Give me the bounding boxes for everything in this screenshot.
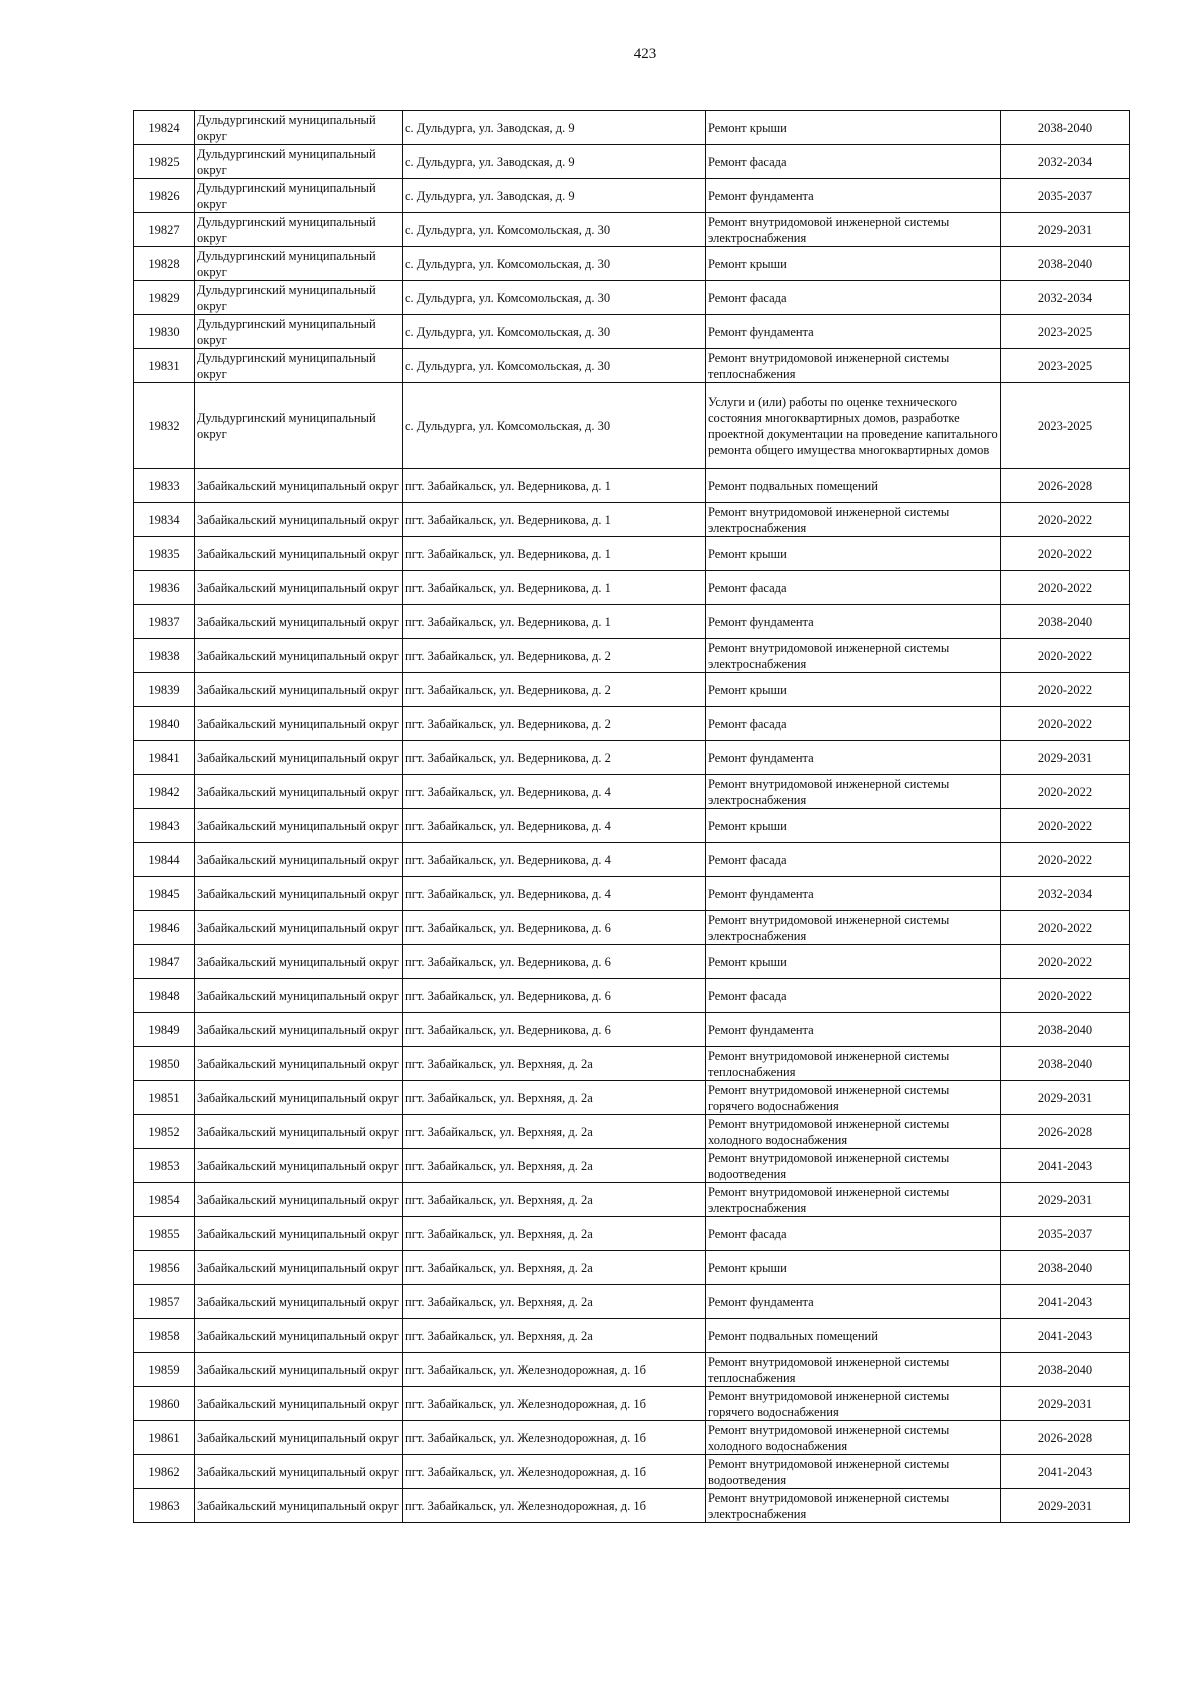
work-type-cell: Ремонт фасада: [706, 1217, 1001, 1251]
table-row: [134, 911, 1130, 945]
municipality-cell: Забайкальский муниципальный округ: [195, 537, 403, 571]
table-row: [134, 1489, 1130, 1523]
table-row: [134, 1285, 1130, 1319]
address-cell: пгт. Забайкальск, ул. Ведерникова, д. 4: [403, 775, 706, 809]
address-cell: пгт. Забайкальск, ул. Верхняя, д. 2а: [403, 1081, 706, 1115]
municipality-cell: Забайкальский муниципальный округ: [195, 1013, 403, 1047]
address-cell: пгт. Забайкальск, ул. Ведерникова, д. 4: [403, 877, 706, 911]
table-row: [134, 979, 1130, 1013]
row-number: 19843: [134, 809, 195, 843]
table-row: [134, 1353, 1130, 1387]
municipality-cell: Забайкальский муниципальный округ: [195, 741, 403, 775]
table-row: [134, 741, 1130, 775]
period-cell: 2026-2028: [1001, 1421, 1130, 1455]
work-type-cell: Ремонт фасада: [706, 145, 1001, 179]
municipality-cell: Забайкальский муниципальный округ: [195, 843, 403, 877]
municipality-cell: Дульдургинский муниципальный округ: [195, 111, 403, 145]
table-row: [134, 213, 1130, 247]
address-cell: с. Дульдурга, ул. Комсомольская, д. 30: [403, 281, 706, 315]
period-cell: 2020-2022: [1001, 809, 1130, 843]
table-row: [134, 111, 1130, 145]
row-number: 19828: [134, 247, 195, 281]
address-cell: с. Дульдурга, ул. Комсомольская, д. 30: [403, 247, 706, 281]
municipality-cell: Забайкальский муниципальный округ: [195, 877, 403, 911]
municipality-cell: Забайкальский муниципальный округ: [195, 571, 403, 605]
municipality-cell: Дульдургинский муниципальный округ: [195, 315, 403, 349]
table-row: [134, 639, 1130, 673]
municipality-cell: Дульдургинский муниципальный округ: [195, 349, 403, 383]
work-type-cell: Ремонт внутридомовой инженерной системы холодного водоснабжения: [706, 1421, 1001, 1455]
municipality-cell: Дульдургинский муниципальный округ: [195, 213, 403, 247]
municipality-cell: Забайкальский муниципальный округ: [195, 1319, 403, 1353]
municipality-cell: Забайкальский муниципальный округ: [195, 1081, 403, 1115]
work-type-cell: Ремонт фундамента: [706, 741, 1001, 775]
period-cell: 2020-2022: [1001, 639, 1130, 673]
work-type-cell: Ремонт внутридомовой инженерной системы электроснабжения: [706, 639, 1001, 673]
row-number: 19827: [134, 213, 195, 247]
municipality-cell: Забайкальский муниципальный округ: [195, 707, 403, 741]
period-cell: 2029-2031: [1001, 1183, 1130, 1217]
table-row: [134, 383, 1130, 469]
work-type-cell: Ремонт внутридомовой инженерной системы электроснабжения: [706, 503, 1001, 537]
address-cell: пгт. Забайкальск, ул. Ведерникова, д. 6: [403, 911, 706, 945]
address-cell: с. Дульдурга, ул. Заводская, д. 9: [403, 145, 706, 179]
period-cell: 2032-2034: [1001, 877, 1130, 911]
table-row: [134, 1013, 1130, 1047]
row-number: 19837: [134, 605, 195, 639]
period-cell: 2041-2043: [1001, 1455, 1130, 1489]
period-cell: 2020-2022: [1001, 707, 1130, 741]
table-row: [134, 1319, 1130, 1353]
row-number: 19859: [134, 1353, 195, 1387]
work-type-cell: Ремонт крыши: [706, 945, 1001, 979]
period-cell: 2035-2037: [1001, 1217, 1130, 1251]
period-cell: 2026-2028: [1001, 469, 1130, 503]
period-cell: 2020-2022: [1001, 673, 1130, 707]
row-number: 19844: [134, 843, 195, 877]
address-cell: пгт. Забайкальск, ул. Ведерникова, д. 6: [403, 979, 706, 1013]
table-row: [134, 1455, 1130, 1489]
address-cell: пгт. Забайкальск, ул. Ведерникова, д. 6: [403, 1013, 706, 1047]
municipality-cell: Забайкальский муниципальный округ: [195, 503, 403, 537]
work-type-cell: Услуги и (или) работы по оценке технического состояния многоквартирных домов, разработке проектной документации на проведение капитального ремонта общего имущества многоквартирных домов: [706, 383, 1001, 469]
work-type-cell: Ремонт фундамента: [706, 179, 1001, 213]
row-number: 19839: [134, 673, 195, 707]
work-type-cell: Ремонт фундамента: [706, 1013, 1001, 1047]
work-type-cell: Ремонт фундамента: [706, 605, 1001, 639]
period-cell: 2029-2031: [1001, 1081, 1130, 1115]
municipality-cell: Дульдургинский муниципальный округ: [195, 179, 403, 213]
row-number: 19855: [134, 1217, 195, 1251]
row-number: 19858: [134, 1319, 195, 1353]
row-number: 19849: [134, 1013, 195, 1047]
period-cell: 2020-2022: [1001, 979, 1130, 1013]
municipality-cell: Забайкальский муниципальный округ: [195, 1285, 403, 1319]
table-row: [134, 179, 1130, 213]
work-type-cell: Ремонт внутридомовой инженерной системы электроснабжения: [706, 213, 1001, 247]
period-cell: 2038-2040: [1001, 1353, 1130, 1387]
work-type-cell: Ремонт внутридомовой инженерной системы водоотведения: [706, 1455, 1001, 1489]
period-cell: 2023-2025: [1001, 315, 1130, 349]
work-type-cell: Ремонт внутридомовой инженерной системы водоотведения: [706, 1149, 1001, 1183]
address-cell: пгт. Забайкальск, ул. Верхняя, д. 2а: [403, 1217, 706, 1251]
row-number: 19856: [134, 1251, 195, 1285]
period-cell: 2020-2022: [1001, 945, 1130, 979]
table-row: [134, 945, 1130, 979]
table-row: [134, 809, 1130, 843]
address-cell: пгт. Забайкальск, ул. Ведерникова, д. 4: [403, 809, 706, 843]
period-cell: 2029-2031: [1001, 741, 1130, 775]
table-row: [134, 503, 1130, 537]
municipality-cell: Дульдургинский муниципальный округ: [195, 145, 403, 179]
work-type-cell: Ремонт крыши: [706, 1251, 1001, 1285]
table-row: [134, 1115, 1130, 1149]
period-cell: 2038-2040: [1001, 1047, 1130, 1081]
municipality-cell: Дульдургинский муниципальный округ: [195, 383, 403, 469]
row-number: 19854: [134, 1183, 195, 1217]
address-cell: пгт. Забайкальск, ул. Верхняя, д. 2а: [403, 1251, 706, 1285]
municipality-cell: Забайкальский муниципальный округ: [195, 1149, 403, 1183]
work-type-cell: Ремонт подвальных помещений: [706, 469, 1001, 503]
period-cell: 2020-2022: [1001, 775, 1130, 809]
work-type-cell: Ремонт крыши: [706, 673, 1001, 707]
period-cell: 2026-2028: [1001, 1115, 1130, 1149]
address-cell: с. Дульдурга, ул. Заводская, д. 9: [403, 179, 706, 213]
address-cell: пгт. Забайкальск, ул. Верхняя, д. 2а: [403, 1285, 706, 1319]
work-type-cell: Ремонт внутридомовой инженерной системы электроснабжения: [706, 1183, 1001, 1217]
table-row: [134, 1081, 1130, 1115]
municipality-cell: Забайкальский муниципальный округ: [195, 911, 403, 945]
row-number: 19833: [134, 469, 195, 503]
period-cell: 2029-2031: [1001, 213, 1130, 247]
repair-schedule-table: [133, 110, 1130, 1523]
work-type-cell: Ремонт внутридомовой инженерной системы теплоснабжения: [706, 1353, 1001, 1387]
period-cell: 2023-2025: [1001, 349, 1130, 383]
address-cell: пгт. Забайкальск, ул. Ведерникова, д. 6: [403, 945, 706, 979]
address-cell: с. Дульдурга, ул. Комсомольская, д. 30: [403, 315, 706, 349]
work-type-cell: Ремонт крыши: [706, 247, 1001, 281]
address-cell: пгт. Забайкальск, ул. Ведерникова, д. 1: [403, 537, 706, 571]
municipality-cell: Забайкальский муниципальный округ: [195, 809, 403, 843]
address-cell: пгт. Забайкальск, ул. Ведерникова, д. 1: [403, 571, 706, 605]
address-cell: пгт. Забайкальск, ул. Ведерникова, д. 2: [403, 741, 706, 775]
period-cell: 2029-2031: [1001, 1387, 1130, 1421]
row-number: 19850: [134, 1047, 195, 1081]
address-cell: пгт. Забайкальск, ул. Верхняя, д. 2а: [403, 1319, 706, 1353]
period-cell: 2023-2025: [1001, 383, 1130, 469]
row-number: 19845: [134, 877, 195, 911]
municipality-cell: Забайкальский муниципальный округ: [195, 1047, 403, 1081]
table-row: [134, 843, 1130, 877]
row-number: 19832: [134, 383, 195, 469]
table-row: [134, 1251, 1130, 1285]
work-type-cell: Ремонт фундамента: [706, 877, 1001, 911]
row-number: 19836: [134, 571, 195, 605]
address-cell: пгт. Забайкальск, ул. Ведерникова, д. 2: [403, 639, 706, 673]
period-cell: 2020-2022: [1001, 537, 1130, 571]
address-cell: пгт. Забайкальск, ул. Ведерникова, д. 1: [403, 503, 706, 537]
period-cell: 2020-2022: [1001, 911, 1130, 945]
table-row: [134, 349, 1130, 383]
municipality-cell: Забайкальский муниципальный округ: [195, 1183, 403, 1217]
table-row: [134, 145, 1130, 179]
row-number: 19841: [134, 741, 195, 775]
address-cell: с. Дульдурга, ул. Комсомольская, д. 30: [403, 349, 706, 383]
table-row: [134, 1183, 1130, 1217]
table-row: [134, 673, 1130, 707]
table-row: [134, 247, 1130, 281]
municipality-cell: Забайкальский муниципальный округ: [195, 1217, 403, 1251]
row-number: 19852: [134, 1115, 195, 1149]
municipality-cell: Дульдургинский муниципальный округ: [195, 281, 403, 315]
address-cell: пгт. Забайкальск, ул. Верхняя, д. 2а: [403, 1149, 706, 1183]
work-type-cell: Ремонт фасада: [706, 843, 1001, 877]
period-cell: 2032-2034: [1001, 281, 1130, 315]
work-type-cell: Ремонт крыши: [706, 111, 1001, 145]
municipality-cell: Забайкальский муниципальный округ: [195, 1387, 403, 1421]
row-number: 19857: [134, 1285, 195, 1319]
row-number: 19838: [134, 639, 195, 673]
work-type-cell: Ремонт фасада: [706, 707, 1001, 741]
table-row: [134, 775, 1130, 809]
address-cell: пгт. Забайкальск, ул. Железнодорожная, д. 1б: [403, 1353, 706, 1387]
work-type-cell: Ремонт фасада: [706, 571, 1001, 605]
table-row: [134, 469, 1130, 503]
municipality-cell: Забайкальский муниципальный округ: [195, 945, 403, 979]
address-cell: с. Дульдурга, ул. Заводская, д. 9: [403, 111, 706, 145]
row-number: 19826: [134, 179, 195, 213]
address-cell: пгт. Забайкальск, ул. Железнодорожная, д. 1б: [403, 1421, 706, 1455]
row-number: 19846: [134, 911, 195, 945]
work-type-cell: Ремонт крыши: [706, 537, 1001, 571]
address-cell: пгт. Забайкальск, ул. Железнодорожная, д. 1б: [403, 1455, 706, 1489]
address-cell: пгт. Забайкальск, ул. Ведерникова, д. 4: [403, 843, 706, 877]
table-row: [134, 281, 1130, 315]
table-row: [134, 1387, 1130, 1421]
address-cell: с. Дульдурга, ул. Комсомольская, д. 30: [403, 213, 706, 247]
table-row: [134, 571, 1130, 605]
work-type-cell: Ремонт подвальных помещений: [706, 1319, 1001, 1353]
row-number: 19848: [134, 979, 195, 1013]
table-row: [134, 877, 1130, 911]
municipality-cell: Забайкальский муниципальный округ: [195, 1455, 403, 1489]
period-cell: 2038-2040: [1001, 605, 1130, 639]
municipality-cell: Забайкальский муниципальный округ: [195, 605, 403, 639]
page-number: 423: [633, 46, 657, 62]
municipality-cell: Забайкальский муниципальный округ: [195, 1115, 403, 1149]
municipality-cell: Дульдургинский муниципальный округ: [195, 247, 403, 281]
municipality-cell: Забайкальский муниципальный округ: [195, 979, 403, 1013]
address-cell: пгт. Забайкальск, ул. Ведерникова, д. 1: [403, 469, 706, 503]
work-type-cell: Ремонт фасада: [706, 979, 1001, 1013]
address-cell: пгт. Забайкальск, ул. Ведерникова, д. 2: [403, 673, 706, 707]
period-cell: 2038-2040: [1001, 247, 1130, 281]
row-number: 19860: [134, 1387, 195, 1421]
work-type-cell: Ремонт крыши: [706, 809, 1001, 843]
table-row: [134, 605, 1130, 639]
address-cell: пгт. Забайкальск, ул. Верхняя, д. 2а: [403, 1047, 706, 1081]
period-cell: 2041-2043: [1001, 1319, 1130, 1353]
period-cell: 2041-2043: [1001, 1285, 1130, 1319]
row-number: 19825: [134, 145, 195, 179]
row-number: 19863: [134, 1489, 195, 1523]
row-number: 19831: [134, 349, 195, 383]
period-cell: 2020-2022: [1001, 571, 1130, 605]
address-cell: пгт. Забайкальск, ул. Верхняя, д. 2а: [403, 1183, 706, 1217]
row-number: 19824: [134, 111, 195, 145]
work-type-cell: Ремонт фундамента: [706, 315, 1001, 349]
period-cell: 2020-2022: [1001, 843, 1130, 877]
municipality-cell: Забайкальский муниципальный округ: [195, 673, 403, 707]
work-type-cell: Ремонт фундамента: [706, 1285, 1001, 1319]
table-row: [134, 315, 1130, 349]
period-cell: 2020-2022: [1001, 503, 1130, 537]
municipality-cell: Забайкальский муниципальный округ: [195, 1421, 403, 1455]
work-type-cell: Ремонт внутридомовой инженерной системы электроснабжения: [706, 911, 1001, 945]
address-cell: пгт. Забайкальск, ул. Верхняя, д. 2а: [403, 1115, 706, 1149]
municipality-cell: Забайкальский муниципальный округ: [195, 775, 403, 809]
period-cell: 2032-2034: [1001, 145, 1130, 179]
period-cell: 2038-2040: [1001, 111, 1130, 145]
table-row: [134, 1149, 1130, 1183]
table-row: [134, 1047, 1130, 1081]
row-number: 19834: [134, 503, 195, 537]
address-cell: пгт. Забайкальск, ул. Железнодорожная, д. 1б: [403, 1489, 706, 1523]
period-cell: 2029-2031: [1001, 1489, 1130, 1523]
table-row: [134, 1217, 1130, 1251]
table-row: [134, 707, 1130, 741]
address-cell: пгт. Забайкальск, ул. Железнодорожная, д. 1б: [403, 1387, 706, 1421]
address-cell: с. Дульдурга, ул. Комсомольская, д. 30: [403, 383, 706, 469]
work-type-cell: Ремонт внутридомовой инженерной системы электроснабжения: [706, 775, 1001, 809]
address-cell: пгт. Забайкальск, ул. Ведерникова, д. 1: [403, 605, 706, 639]
table-row: [134, 537, 1130, 571]
row-number: 19853: [134, 1149, 195, 1183]
address-cell: пгт. Забайкальск, ул. Ведерникова, д. 2: [403, 707, 706, 741]
table-body: [134, 111, 1130, 1523]
row-number: 19861: [134, 1421, 195, 1455]
row-number: 19851: [134, 1081, 195, 1115]
work-type-cell: Ремонт внутридомовой инженерной системы теплоснабжения: [706, 349, 1001, 383]
period-cell: 2038-2040: [1001, 1013, 1130, 1047]
work-type-cell: Ремонт внутридомовой инженерной системы холодного водоснабжения: [706, 1115, 1001, 1149]
table-row: [134, 1421, 1130, 1455]
work-type-cell: Ремонт внутридомовой инженерной системы теплоснабжения: [706, 1047, 1001, 1081]
municipality-cell: Забайкальский муниципальный округ: [195, 1353, 403, 1387]
row-number: 19830: [134, 315, 195, 349]
work-type-cell: Ремонт внутридомовой инженерной системы горячего водоснабжения: [706, 1387, 1001, 1421]
work-type-cell: Ремонт внутридомовой инженерной системы горячего водоснабжения: [706, 1081, 1001, 1115]
row-number: 19835: [134, 537, 195, 571]
work-type-cell: Ремонт внутридомовой инженерной системы электроснабжения: [706, 1489, 1001, 1523]
row-number: 19862: [134, 1455, 195, 1489]
period-cell: 2038-2040: [1001, 1251, 1130, 1285]
period-cell: 2041-2043: [1001, 1149, 1130, 1183]
row-number: 19847: [134, 945, 195, 979]
municipality-cell: Забайкальский муниципальный округ: [195, 639, 403, 673]
municipality-cell: Забайкальский муниципальный округ: [195, 469, 403, 503]
work-type-cell: Ремонт фасада: [706, 281, 1001, 315]
row-number: 19840: [134, 707, 195, 741]
row-number: 19842: [134, 775, 195, 809]
period-cell: 2035-2037: [1001, 179, 1130, 213]
row-number: 19829: [134, 281, 195, 315]
municipality-cell: Забайкальский муниципальный округ: [195, 1251, 403, 1285]
municipality-cell: Забайкальский муниципальный округ: [195, 1489, 403, 1523]
